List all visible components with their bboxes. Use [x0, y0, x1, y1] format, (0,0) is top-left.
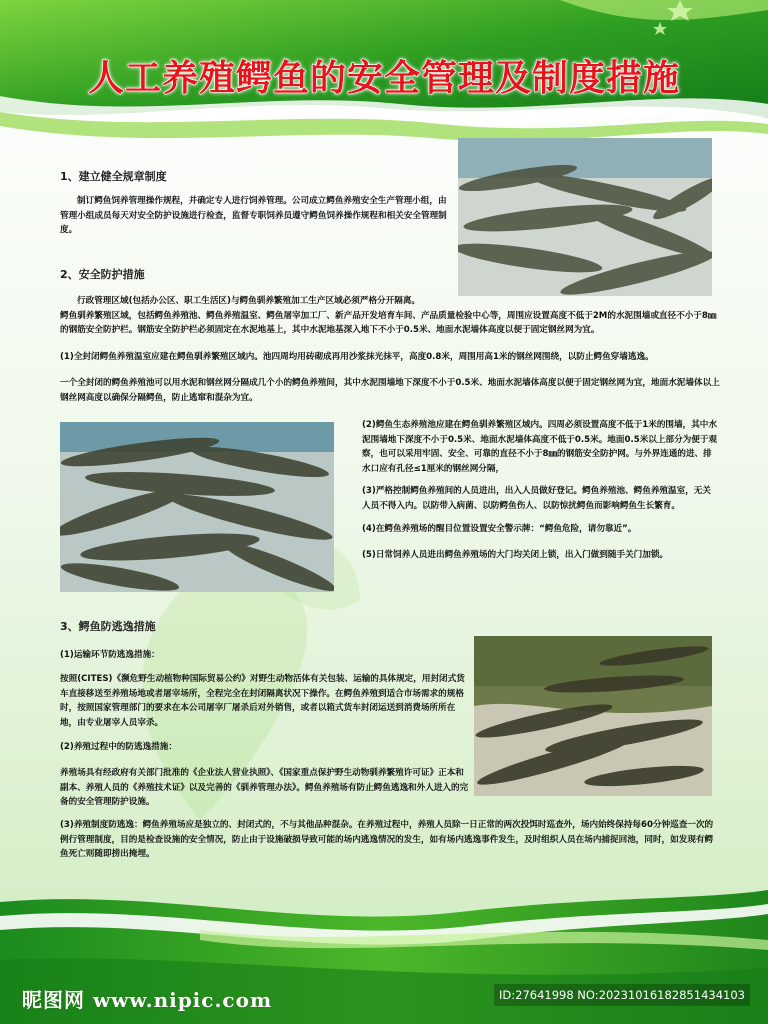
section-2-paragraph-4: (2)鳄鱼生态养殖池应建在鳄鱼驯养繁殖区域内。四周必须设置高度不低于1米的围墙，其中水泥围墙地下深度不小于0.5米、地面水泥墙体高度不低于0.5米。地面0.5米以上部分为便于观察，也可以采用牢固、安全、可靠的直径不小于8㎜的钢筋安全防护网。与外界连通的进、排水口应有孔径≤1厘米的钢丝网分隔， — [362, 420, 718, 474]
section-2-paragraph-1: 行政管理区域(包括办公区、职工生活区)与鳄鱼驯养繁殖加工生产区域必须严格分开隔离。 鳄鱼驯养繁殖区域，包括鳄鱼养殖池、鳄鱼养殖温室、鳄鱼屠宰加工厂、新产品开发培育车间、产品质量检验中心等，周围应设置高度不低于2M的水泥围墙或直径不小于8㎜的钢筋安全防护栏。钢筋安全防护栏必须固定在水泥地基上，其中水泥地基深入地下不小于0.5米、地面水泥墙体高度以便于固定钢丝网为宜。 — [60, 296, 717, 335]
page-title: 人工养殖鳄鱼的安全管理及制度措施 — [87, 58, 680, 99]
section-2-paragraph-7: (5)日常饲养人员进出鳄鱼养殖场的大门均关闭上锁，出入门做到随手关门加锁。 — [362, 550, 669, 560]
section-2-paragraph-5: (3)严格控制鳄鱼养殖间的人员进出，出入人员做好登记。鳄鱼养殖池、鳄鱼养殖温室，无关人员不得入内。以防带入病菌、以防鳄鱼伤人、以防惊扰鳄鱼而影响鳄鱼生长繁育。 — [362, 486, 711, 511]
crocodile-photo-2 — [60, 422, 334, 592]
section-2-paragraph-3: 一个全封闭的鳄鱼养殖池可以用水泥和钢丝网分隔成几个小的鳄鱼养殖间，其中水泥围墙地下深度不小于0.5米、地面水泥墙体高度以便于固定钢丝网为宜，地面水泥墙体以上钢丝网高度以确保分隔鳄鱼，防止逃窜和混杂为宜。 — [60, 378, 720, 403]
section-2-paragraph-6: (4)在鳄鱼养殖场的醒目位置设置安全警示牌：“鳄鱼危险，请勿靠近”。 — [362, 524, 637, 534]
crocodile-photo-3 — [474, 636, 712, 796]
section-3-sub-1: (1)运输环节防逃逸措施： — [60, 650, 160, 660]
crocodile-photo-1 — [458, 138, 712, 296]
watermark-logo-text: 昵图网 www.nipic.com — [22, 988, 273, 1012]
section-2-heading: 2、安全防护措施 — [60, 268, 145, 281]
section-3-sub-1-text: 按照(CITES)《濒危野生动植物种国际贸易公约》对野生动物活体有关包装、运输的具体规定，用封闭式货车直接移送至养殖场地或者屠宰场所，全程完全在封闭隔离状况下操作。在鳄鱼养殖到适合市场需求的规格时，按照国家管理部门的要求在本公司屠宰厂屠杀后对外销售，或者以箱式货车封闭运送到消费场所所在地，由专业屠宰人员宰杀。 — [60, 674, 465, 728]
section-3-sub-2: (2)养殖过程中的防逃逸措施： — [60, 742, 177, 752]
section-3-sub-3-text: (3)养殖制度防逃逸：鳄鱼养殖场应是独立的、封闭式的，不与其他品种混杂。在养殖过程中，养殖人员除一日正常的两次投饵时巡查外，场内始终保持每60分钟巡查一次的例行管理制度，目的是检查设施的安全情况，防止由于设施破损导致可能的场内逃逸情况的发生，如有场内逃逸事件发生，及时组织人员在场内捕捉回池，同时，如发现有鳄鱼死亡则随即捞出掩埋。 — [60, 820, 714, 859]
watermark-id: ID:27641998 NO:20231016182851434103 — [494, 984, 750, 1006]
section-2-paragraph-2: (1)全封闭鳄鱼养殖温室应建在鳄鱼驯养繁殖区域内。池四周均用砖砌成再用沙浆抹光抹平，高度0.8米，周围用高1米的钢丝网围绕，以防止鳄鱼穿墙逃逸。 — [60, 352, 654, 362]
section-3-sub-2-text: 养殖场具有经政府有关部门批准的《企业法人营业执照》、《国家重点保护野生动物驯养繁殖许可证》正本和副本、养殖人员的《养殖技术证》以及完善的《驯养管理办法》。鳄鱼养殖场有防止鳄鱼逃逸和外人进入的完备的安全管理防护设施。 — [60, 768, 469, 807]
section-3-heading: 3、鳄鱼防逃逸措施 — [60, 620, 156, 633]
section-1-heading: 1、建立健全规章制度 — [60, 170, 167, 183]
section-1-paragraph: 制订鳄鱼饲养管理操作规程，并确定专人进行饲养管理。公司成立鳄鱼养殖安全生产管理小组，由管理小组成员每天对安全防护设施进行检查，监督专职饲养员遵守鳄鱼饲养操作规程和相关安全管理制度。 — [60, 196, 447, 235]
